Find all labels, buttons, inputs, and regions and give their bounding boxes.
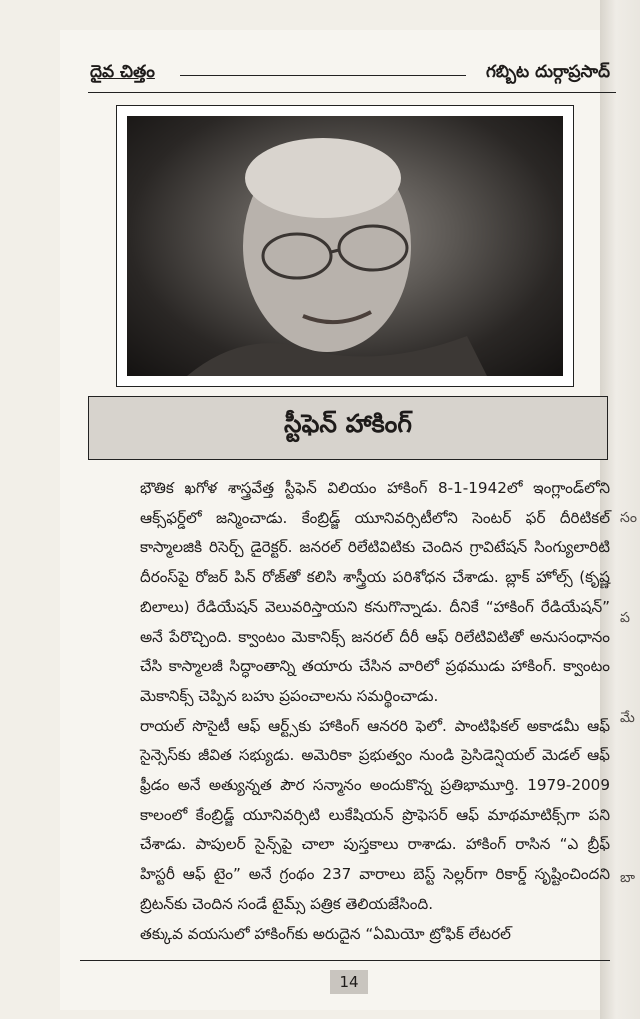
- page-number: 14: [330, 970, 368, 994]
- paragraph: రాయల్ సొసైటీ ఆఫ్ ఆర్ట్స్‌కు హాకింగ్ ఆనరరి ఫెలో. పాంటిఫికల్ అకాడమీ ఆఫ్ సైన్సెస్‌కు జీవిత సభ్యుడు. అమెరికా ప్రభుత్వం నుండి ప్రెసిడెన్షియల్ మెడల్ ఆఫ్ ఫ్రీడం అనే అత్యున్నత పౌర సన్మానం అందుకొన్న ప్రతిభామూర్తి. 1979-2009 కాలంలో కేంబ్రిడ్జ్ యూనివర్సిటి లుకేషియన్ ప్రొఫెసర్ ఆఫ్ మాథమాటిక్స్‌గా పని చేశాడు. పాపులర్ సైన్స్‌పై చాలా పుస్తకాలు రాశాడు. హాకింగ్ రాసిన “ఎ బ్రీఫ్ హిస్టరీ ఆఫ్ టైం” అనే గ్రంథం 237 వారాలు బెస్ట్ సెల్లర్‌గా రికార్డ్ సృష్టించిందని బ్రిటన్‌కు చెందిన సండే టైమ్స్ పత్రిక తెలియజేసింది.: [140, 716, 610, 913]
- article-title: స్టీఫెన్ హాకింగ్: [284, 409, 412, 438]
- paragraph: భౌతిక ఖగోళ శాస్త్రవేత్త స్టీఫెన్ విలియం హాకింగ్ 8-1-1942లో ఇంగ్లాండ్‌లోని ఆక్స్‌ఫర్డ్‌లో జన్మించాడు. కేంబ్రిడ్జ్ యూనివర్సిటీలోని సెంటర్ ఫర్ దీరిటికల్ కాస్మాలజికి రిసెర్చ్ డైరెక్టర్. జనరల్ రిలేటివిటికు చెందిన గ్రావిటేషన్ సింగ్యులారిటి దీరంస్‌పై రోజర్ పిన్ రోజ్‌తో కలిసి శాస్త్రీయ పరిశోధన చేశాడు. బ్లాక్ హోల్స్ (కృష్ణ బిలాలు) రేడియేషన్ వెలువరిస్తాయని కనుగొన్నాడు. దీనికే “హాకింగ్ రేడియేషన్” అనే పేరొచ్చింది. క్వాంటం మెకానిక్స్ జనరల్ దీరీ ఆఫ్ రిలేటివిటితో అనుసంధానం చేసి కాస్మాలజీ సిద్ధాంతాన్ని తయారు చేసిన వారిలో ప్రథముడు హాకింగ్. క్వాంటం మెకానిక్స్ చెప్పిన బహు ప్రపంచాలను సమర్థించాడు.: [140, 479, 610, 705]
- next-page-fragment: ప: [620, 610, 630, 626]
- next-page-fragment: సం: [620, 510, 637, 526]
- paragraph: తక్కువ వయసులో హాకింగ్‌కు అరుదైన “ఏమియో ట్రోఫిక్ లేటరల్: [140, 924, 511, 943]
- next-page-fragment: బా: [620, 870, 636, 886]
- footer-rule: [80, 960, 610, 961]
- running-header: [88, 62, 616, 86]
- photo-frame: [116, 105, 574, 387]
- header-left: దైవ చిత్తం: [90, 62, 155, 82]
- portrait-photo: [127, 116, 563, 376]
- title-box: [88, 396, 608, 460]
- header-dash: [180, 75, 466, 76]
- header-right: గబ్బిట దుర్గాప్రసాద్: [485, 62, 610, 82]
- portrait-illustration: [127, 116, 563, 376]
- header-rule: [88, 92, 616, 93]
- article-body: [80, 474, 610, 949]
- next-page-fragment: మే: [620, 710, 635, 726]
